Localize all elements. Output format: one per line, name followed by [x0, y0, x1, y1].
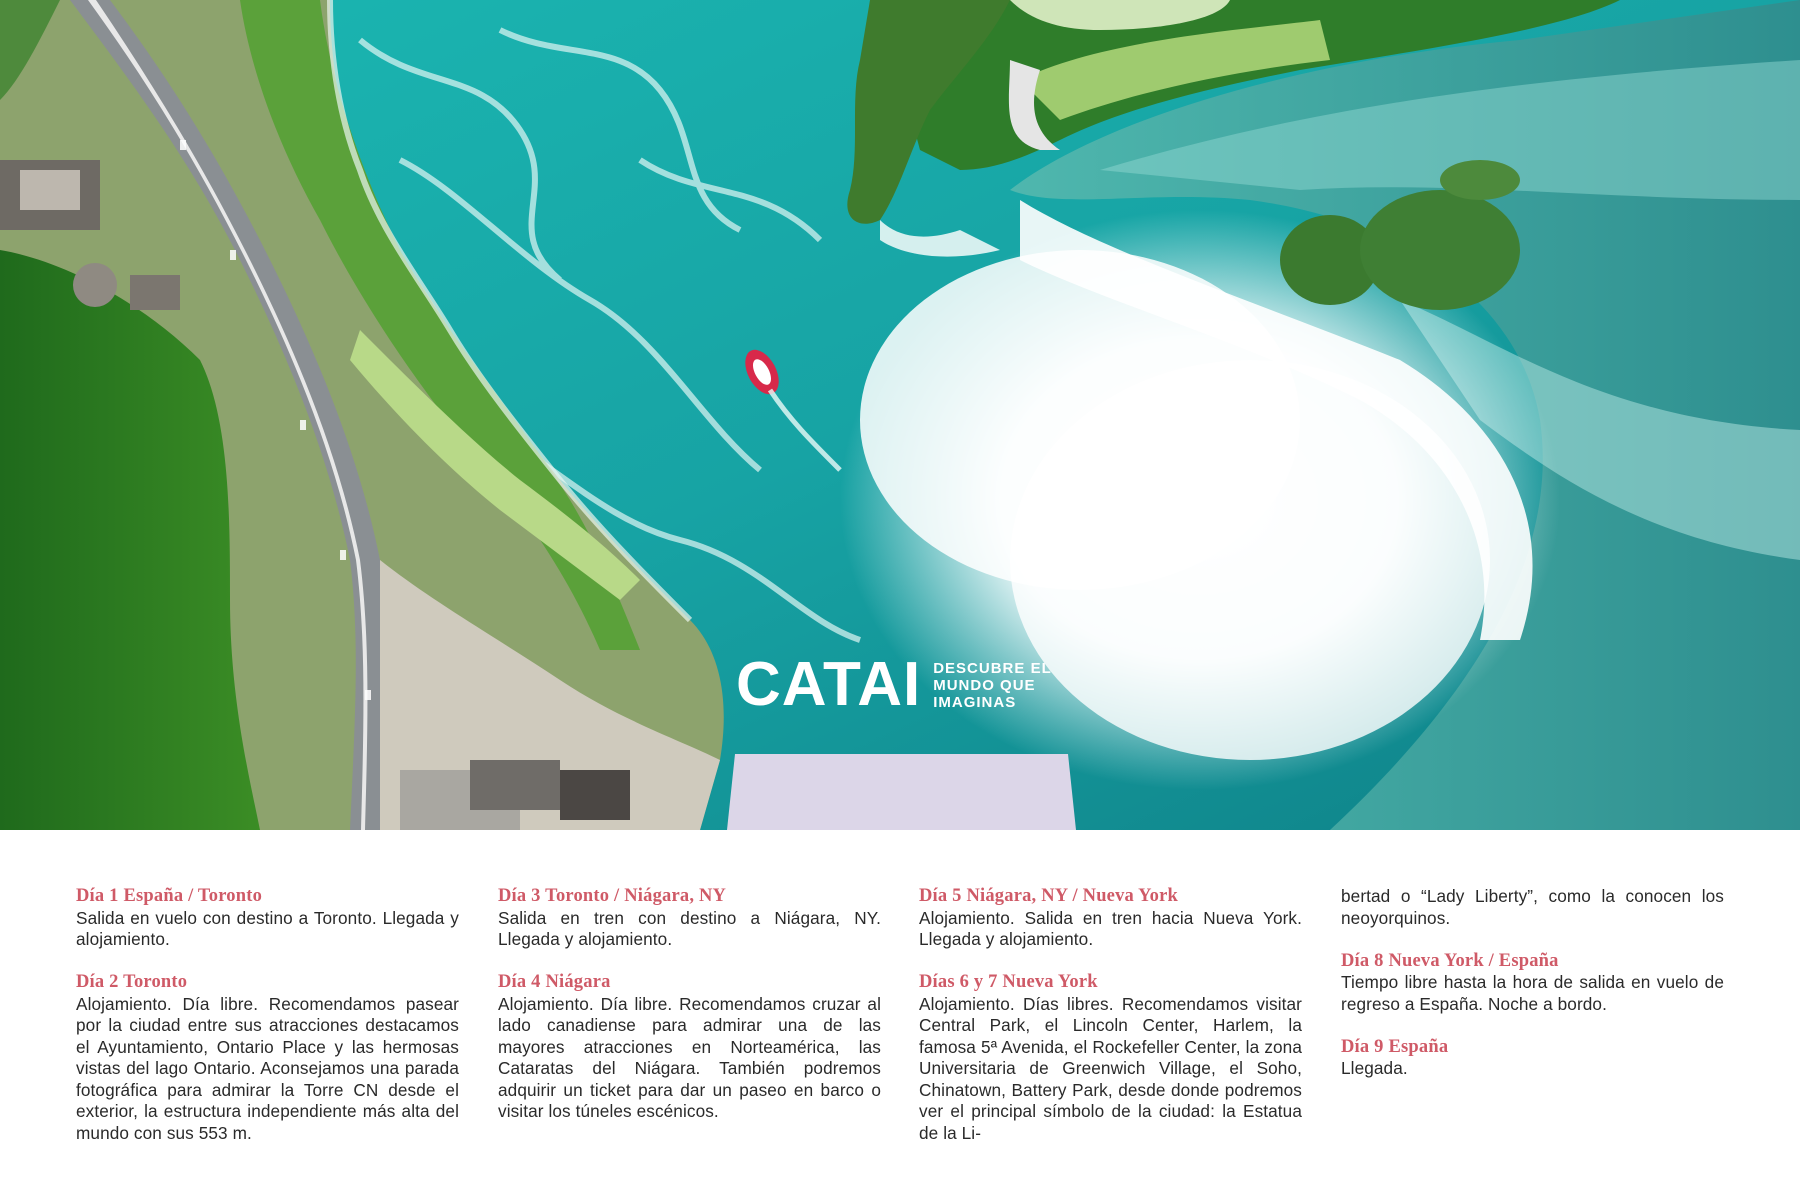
day-description: Tiempo libre hasta la hora de salida en vuelo de regreso a España. Noche a bordo.	[1341, 972, 1724, 1014]
day-block	[76, 886, 459, 951]
itinerary-columns	[76, 886, 1726, 1186]
itinerary-column-4	[1341, 886, 1724, 1101]
day-block	[919, 886, 1302, 951]
day-block	[1341, 1037, 1724, 1080]
day-title: Días 6 y 7 Nueva York	[919, 972, 1098, 992]
day-block	[1341, 951, 1724, 1016]
day-title: Día 1 España / Toronto	[76, 886, 263, 906]
day-title: Día 5 Niágara, NY / Nueva York	[919, 886, 1178, 906]
catai-logo	[736, 650, 1052, 719]
day-block	[498, 972, 881, 1123]
day-title: Día 2 Toronto	[76, 972, 188, 992]
tagline-line-2: MUNDO QUE	[933, 676, 1036, 694]
day-description: Llegada.	[1341, 1058, 1408, 1078]
day-description: Salida en tren con destino a Niágara, NY. Llegada y alojamiento.	[498, 907, 881, 949]
day-block	[498, 886, 881, 951]
day-block	[919, 972, 1302, 1144]
day-description: Alojamiento. Día libre. Recomendamos pasear por la ciudad entre sus atracciones destacamos el Ayuntamiento, Ontario Place y las hermosas vistas del lago Ontario. Aconsejamos una parada fotográfica para admirar la Torre CN desde el exterior, la estructura independiente más alta del mundo con sus 553 m.	[76, 993, 459, 1143]
itinerary-column-2	[498, 886, 881, 1144]
day-title: Día 3 Toronto / Niágara, NY	[498, 886, 727, 906]
itinerary-column-1	[76, 886, 459, 1166]
day-title: Día 4 Niágara	[498, 972, 611, 992]
day-title: Día 8 Nueva York / España	[1341, 950, 1559, 971]
day-description: Alojamiento. Día libre. Recomendamos cruzar al lado canadiense para admirar una de las mayores atracciones en Norteamérica, las Cataratas del Niágara. También podremos adquirir un ticket para dar un paseo en barco o visitar los túneles escénicos.	[498, 993, 881, 1121]
tagline-line-3: IMAGINAS	[933, 693, 1017, 711]
lilac-tab-decoration	[727, 754, 1076, 830]
tagline-line-1: DESCUBRE EL	[933, 659, 1052, 677]
day-description: Salida en vuelo con destino a Toronto. Llegada y alojamiento.	[76, 907, 459, 949]
day-block	[76, 972, 459, 1144]
day-block-continued	[1341, 886, 1724, 929]
logo-tagline	[933, 660, 1052, 711]
day-description: Alojamiento. Salida en tren hacia Nueva York. Llegada y alojamiento.	[919, 907, 1302, 949]
itinerary-column-3	[919, 886, 1302, 1166]
day-description: bertad o “Lady Liberty”, como la conocen los neoyorquinos.	[1341, 886, 1724, 928]
logo-wordmark: CATAI	[736, 650, 922, 719]
day-title: Día 9 España	[1341, 1036, 1449, 1057]
day-description: Alojamiento. Días libres. Recomendamos visitar Central Park, el Lincoln Center, Harlem, la famosa 5ª Avenida, el Rockefeller Center, la zona Universitaria de Greenwich Village, el Soho, Chinatown, Battery Park, desde donde podremos ver el principal símbolo de la ciudad: la Estatua de la Li-	[919, 993, 1302, 1143]
